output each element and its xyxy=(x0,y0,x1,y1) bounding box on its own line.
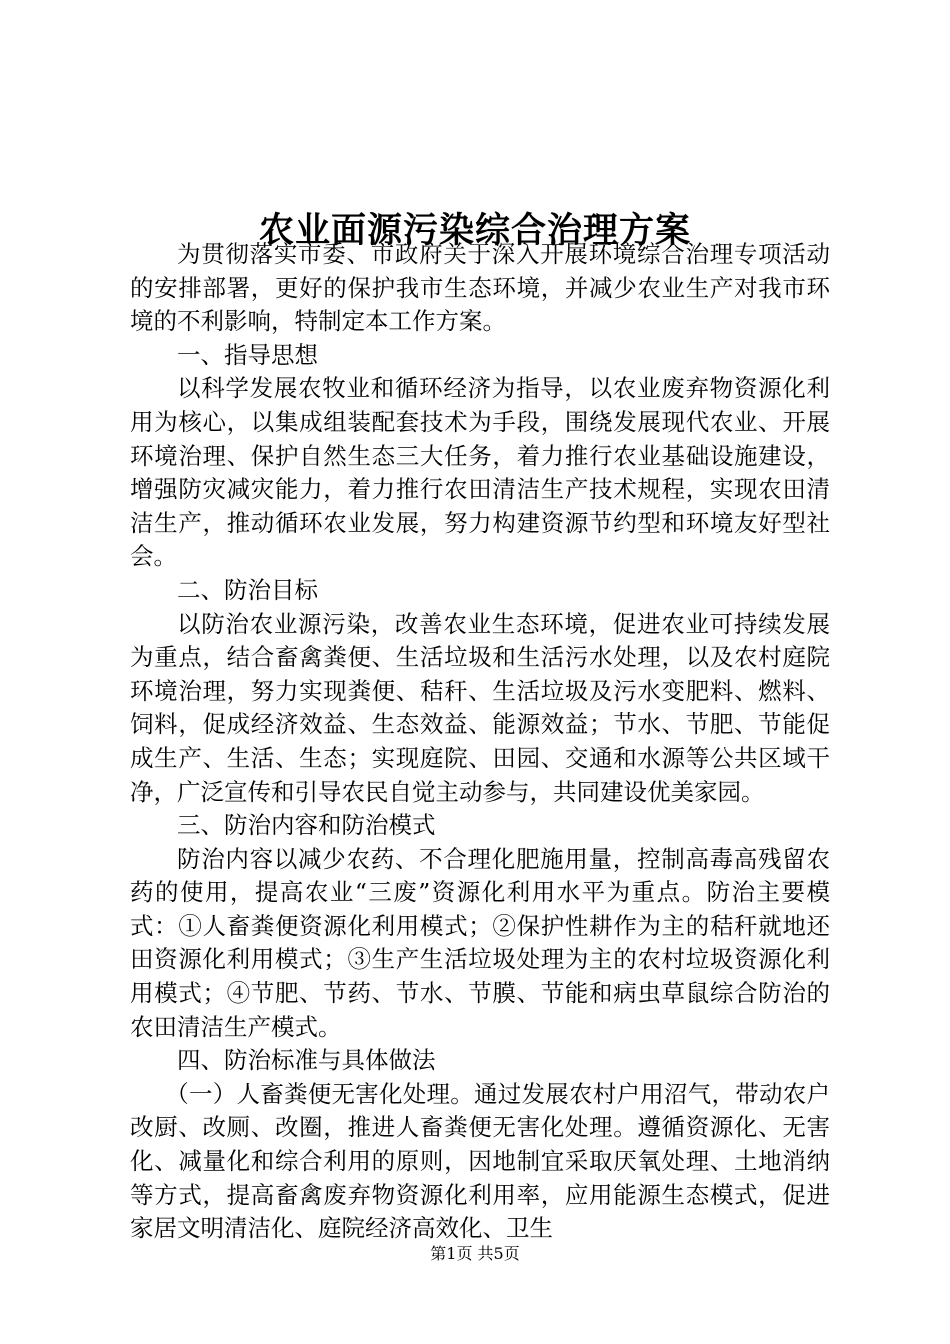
document-title: 农业面源污染综合治理方案 xyxy=(258,210,691,252)
section-heading-content-and-modes: 三、防治内容和防治模式 xyxy=(177,811,436,840)
intro-paragraph: 为贯彻落实市委、市政府关于深入开展环境综合治理专项活动的安排部署，更好的保护我市生态环境，并减少农业生产对我市环境的不利影响，特制定本工作方案。 xyxy=(130,240,830,336)
section-text-standards-and-practices: （一）人畜粪便无害化处理。通过发展农村户用沼气，带动农户改厨、改厕、改圈，推进人畜粪便无害化处理。遵循资源化、无害化、减量化和综合利用的原则，因地制宜采取厌氧处理、土地消纳等方式，提高畜禽废弃物资源化利用率，应用能源生态模式，促进家居文明清洁化、庭院经济高效化、卫生 xyxy=(130,1079,830,1243)
section-heading-guiding-ideology: 一、指导思想 xyxy=(177,340,318,369)
section-heading-prevention-goals: 二、防治目标 xyxy=(177,575,318,604)
section-heading-standards-and-practices: 四、防治标准与具体做法 xyxy=(177,1046,436,1075)
page-number-footer: 第1页 共5页 xyxy=(430,1244,520,1263)
section-text-prevention-goals: 以防治农业源污染，改善农业生态环境，促进农业可持续发展为重点，结合畜禽粪便、生活垃圾和生活污水处理，以及农村庭院环境治理，努力实现粪便、秸秆、生活垃圾及污水变肥料、燃料、饲料，促成经济效益、生态效益、能源效益；节水、节肥、节能促成生产、生活、生态；实现庭院、田园、交通和水源等公共区域干净，广泛宣传和引导农民自觉主动参与，共同建设优美家园。 xyxy=(130,609,830,806)
section-text-guiding-ideology: 以科学发展农牧业和循环经济为指导，以农业废弃物资源化利用为核心，以集成组装配套技术为手段，围绕发展现代农业、开展环境治理、保护自然生态三大任务，着力推行农业基础设施建设，增强防灾减灾能力，着力推行农田清洁生产技术规程，实现农田清洁生产，推动循环农业发展，努力构建资源节约型和环境友好型社会。 xyxy=(130,374,830,571)
section-text-content-and-modes: 防治内容以减少农药、不合理化肥施用量，控制高毒高残留农药的使用，提高农业“三废”资源化利用水平为重点。防治主要模式：①人畜粪便资源化利用模式；②保护性耕作为主的秸秆就地还田资源化利用模式；③生产生活垃圾处理为主的农村垃圾资源化利用模式；④节肥、节药、节水、节膜、节能和病虫草鼠综合防治的农田清洁生产模式。 xyxy=(130,844,830,1041)
document-body xyxy=(130,238,830,1246)
